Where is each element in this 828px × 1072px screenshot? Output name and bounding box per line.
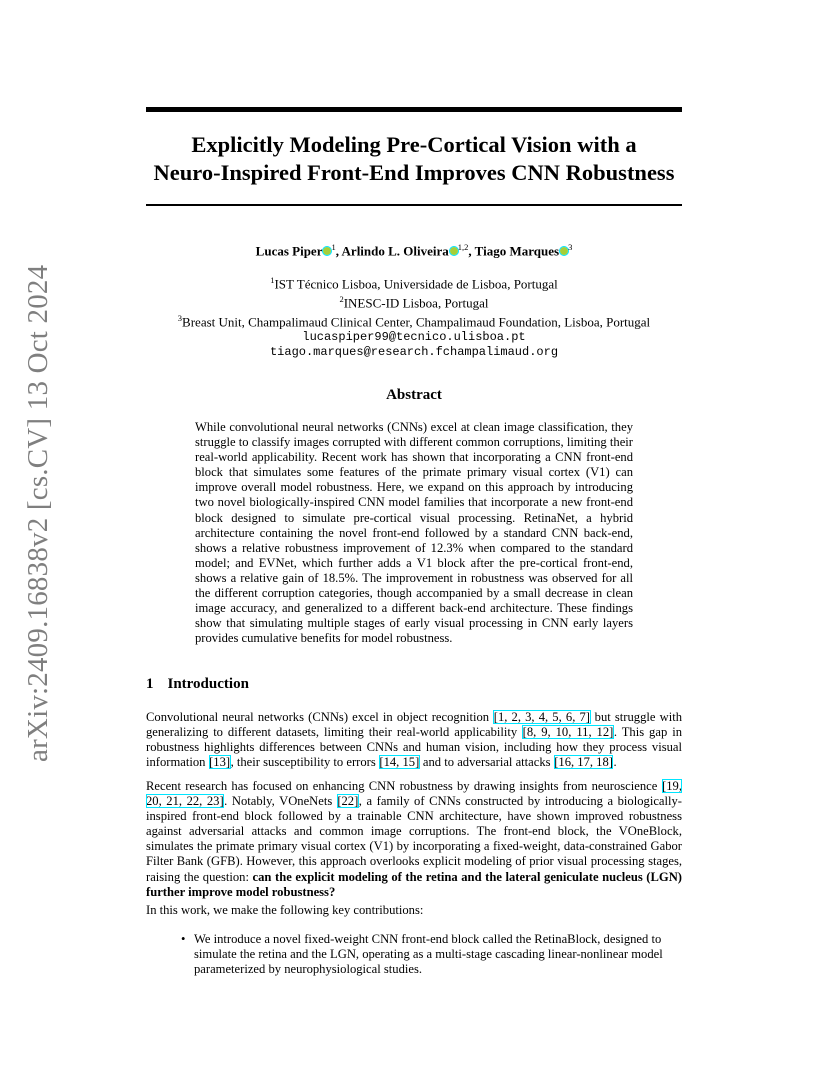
list-item	[181, 932, 682, 977]
title-line-2: Neuro-Inspired Front-End Improves CNN Robustness	[153, 160, 675, 185]
paper-title	[130, 131, 698, 187]
citation-link[interactable]: [14, 15]	[379, 755, 420, 770]
research-question: can the explicit modeling of the retina and the lateral geniculate nucleus (LGN) further improve model robustness?	[146, 869, 682, 899]
title-line-1: Explicitly Modeling Pre-Cortical Vision with a	[191, 132, 637, 157]
author-name: Tiago Marques	[474, 243, 560, 259]
author-list: Lucas Piper $^1$, Arlindo L. Oliveira $^{1,2}$, Tiago Marques $^3$	[255, 242, 573, 259]
intro-paragraph-2: Recent research has focused on enhancing CNN robustness by drawing insights from neuroscience [19, 20, 21, 22, 23]. Notably, VOneNets [22], a family of CNNs constructed by introducing a biologically-inspired front-end block followed by a trainable CNN architecture, have shown improved robustness against adversarial attacks and common image corruptions. The front-end block, the VOneBlock, simulates the primate primary visual cortex (V1) by incorporating a fixed-weight, data-constrained Gabor Filter Bank (GFB). However, this approach overlooks explicit modeling of prior visual processing stages, raising the question: can the explicit modeling of the retina and the lateral geniculate nucleus (LGN) further improve model robustness?	[146, 779, 682, 899]
citation-link[interactable]: [1, 2, 3, 4, 5, 6, 7]	[493, 710, 590, 724]
intro-paragraph-1: Convolutional neural networks (CNNs) excel in object recognition [1, 2, 3, 4, 5, 6, 7] but struggle with generalizing to different datasets, limiting their real-world applicability [8, 9, 10, 11, 12]. This gap in robustness highlights differences between CNNs and human vision, including how they process visual information [13], their susceptibility to errors [14, 15] and to adversarial attacks [16, 17, 18].	[146, 710, 682, 770]
email-address[interactable]: lucaspiper99@tecnico.ulisboa.pt	[302, 329, 526, 344]
affiliation-line: $^1$IST Técnico Lisboa, Universidade de Lisboa, Portugal	[270, 275, 558, 292]
author-affiliation-mark: 3	[568, 242, 573, 252]
author-name: Lucas Piper	[255, 243, 323, 259]
abstract-text: While convolutional neural networks (CNNs) excel at clean image classification, they struggle to classify images corrupted with different common corruptions, limiting their real-world applicability. Recent work has shown that incorporating a CNN front-end block that simulates some features of the primate primary visual cortex (V1) can improve overall model robustness. Here, we expand on this approach by introducing two novel biologically-inspired CNN model families that incorporate a new front-end block designed to simulate pre-cortical visual processing. RetinaNet, a hybrid architecture containing the novel front-end followed by a standard CNN back-end, shows a relative robustness improvement of 12.3% when compared to the standard model; and EVNet, which further adds a V1 block after the pre-cortical front-end, shows a relative gain of 18.5%. The improvement in robustness was observed for all the different corruption categories, though accompanied by a small decrease in clean image accuracy, and generalized to a different back-end architecture. These findings show that simulating multiple stages of early visual processing in CNN early layers provides cumulative benefits for model robustness.	[195, 420, 633, 646]
citation-link[interactable]: [8, 9, 10, 11, 12]	[522, 725, 614, 740]
abstract-heading: Abstract	[386, 387, 442, 403]
author-name: Arlindo L. Oliveira	[341, 243, 449, 259]
citation-link[interactable]: [16, 17, 18]	[554, 755, 613, 770]
affiliation-line: $^2$INESC-ID Lisboa, Portugal	[339, 293, 489, 311]
citation-link[interactable]: [19, 20, 21, 22, 23]	[146, 779, 682, 809]
affiliation-line: $^3$Breast Unit, Champalimaud Clinical Center, Champalimaud Foundation, Lisboa, Portugal	[177, 312, 651, 330]
author-affiliation-mark: 1	[331, 242, 336, 252]
citation-link[interactable]: [22]	[337, 794, 359, 809]
section-heading	[146, 676, 249, 693]
bullet-icon: •	[181, 932, 186, 946]
affiliations	[130, 273, 698, 361]
author-affiliation-mark: 1,2	[457, 242, 469, 252]
section-title: Introduction	[167, 676, 249, 692]
orcid-icon[interactable]	[450, 247, 458, 255]
intro-paragraph-3: In this work, we make the following key contributions:	[146, 903, 424, 917]
title-bottom-rule	[146, 204, 682, 206]
citation-link[interactable]: [13]	[209, 755, 231, 770]
orcid-icon[interactable]	[560, 247, 568, 255]
arxiv-sidebar-id: arXiv:2409.16838v2 [cs.CV] 13 Oct 2024	[22, 264, 54, 762]
section-number: 1	[146, 676, 154, 692]
email-address[interactable]: tiago.marques@research.fchampalimaud.org	[269, 345, 559, 360]
list-item-text: We introduce a novel fixed-weight CNN front-end block called the RetinaBlock, designed to simulate the retina and the LGN, operating as a multi-stage cascading linear-nonlinear model parameterized by neurophysiological studies.	[194, 932, 663, 977]
title-top-rule	[146, 107, 682, 112]
